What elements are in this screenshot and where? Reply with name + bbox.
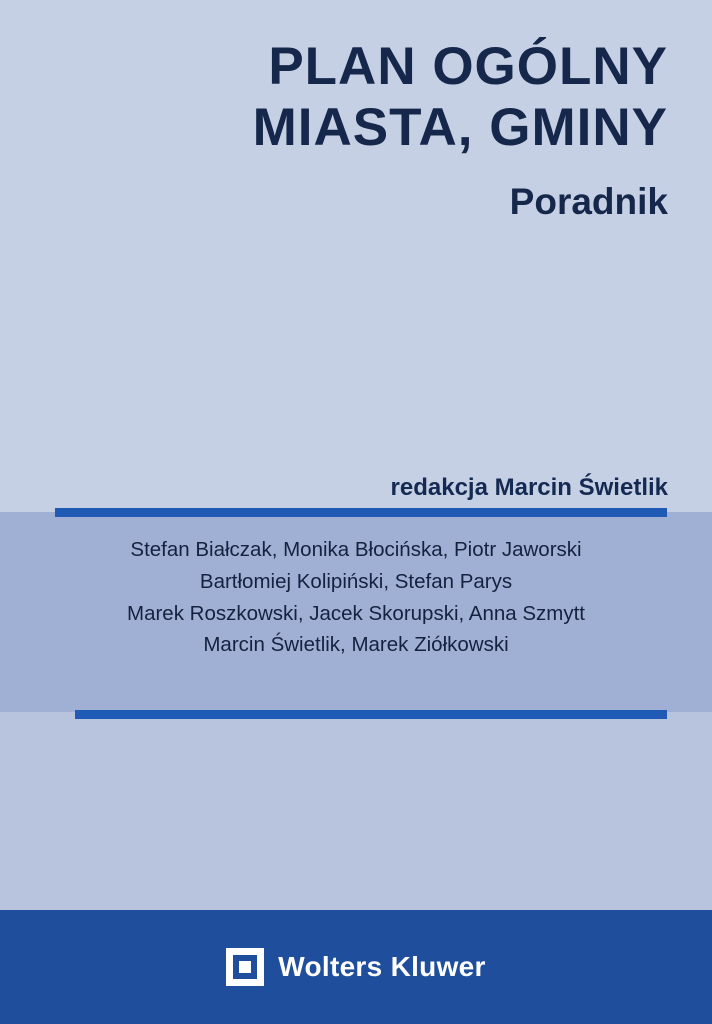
author-line: Marcin Świetlik, Marek Ziółkowski (203, 633, 509, 657)
subtitle: Poradnik (509, 180, 668, 222)
divider-lower (75, 710, 667, 719)
background-band-lower (0, 712, 712, 910)
title-line-1: PLAN OGÓLNY (268, 37, 668, 96)
author-line: Marek Roszkowski, Jacek Skorupski, Anna Szmytt (127, 601, 585, 625)
author-line: Bartłomiej Kolipiński, Stefan Parys (199, 569, 513, 593)
author-line: Stefan Białczak, Monika Błocińska, Piotr Jaworski (130, 538, 582, 561)
publisher-name: Wolters Kluwer (278, 951, 486, 982)
page-title (40, 36, 668, 223)
title-line-2: MIASTA, GMINY (252, 98, 668, 158)
wolters-kluwer-mark-icon (226, 948, 264, 986)
author-list (40, 534, 672, 661)
divider-upper (55, 508, 667, 517)
publisher-logo (0, 910, 712, 1024)
editor-credit: redakcja Marcin Świetlik (390, 474, 668, 501)
